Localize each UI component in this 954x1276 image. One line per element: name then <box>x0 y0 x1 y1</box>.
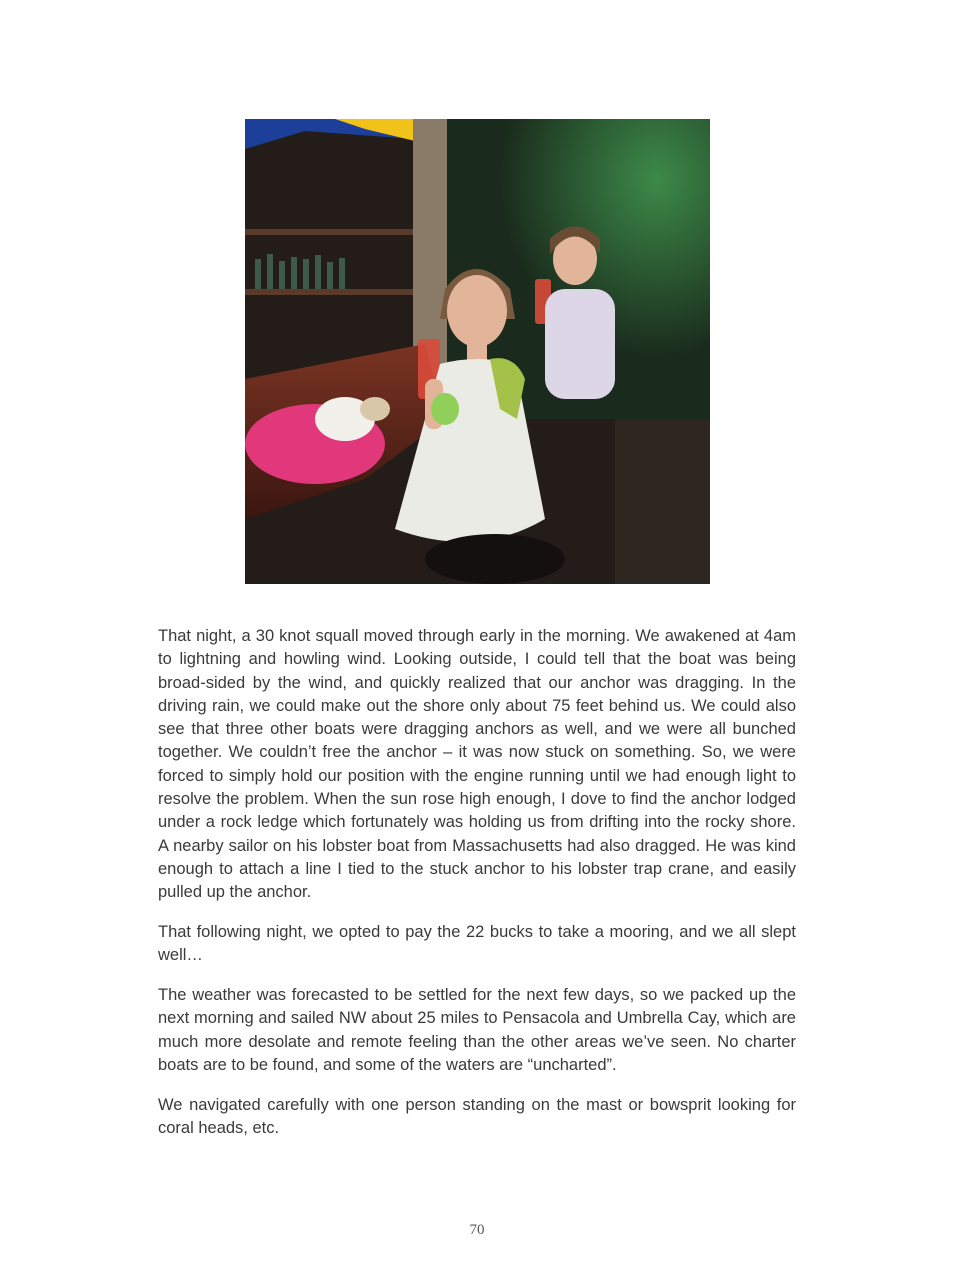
page-number: 70 <box>469 1222 485 1238</box>
paragraph-3: The weather was forecasted to be settled for the next few days, so we packed up the next morning and sailed NW about 25 miles to Pensacola and Umbrella Cay, which are much more desolate and remote feeling than the other areas we’ve seen. No charter boats are to be found, and some of the waters are “uncharted”. <box>158 986 796 1075</box>
body-text <box>158 625 796 1157</box>
paragraph-4: We navigated carefully with one person standing on the mast or bowsprit looking for coral heads, etc. <box>158 1095 796 1138</box>
paragraph-1: That night, a 30 knot squall moved through early in the morning. We awakened at 4am to lightning and howling wind. Looking outside, I could tell that the boat was being broad-sided by the wind, and quickly realized that our anchor was dragging. In the driving rain, we could make out the shore only about 75 feet behind us. We could also see that three other boats were dragging anchors as well, and we were all bunched together. We couldn’t free the anchor – it was now stuck on something. So, we were forced to simply hold our position with the engine running until we had enough light to resolve the problem. When the sun rose high enough, I dove to find the anchor lodged under a rock ledge which fortunately was holding us from drifting into the rocky shore. A nearby sailor on his lobster boat from Massachusetts had also dragged. He was kind enough to attach a line I tied to the stuck anchor to his lobster trap crane, and easily pulled up the anchor. <box>158 627 796 902</box>
photo-girls-at-bar <box>245 119 710 584</box>
paragraph-2: That following night, we opted to pay the 22 bucks to take a mooring, and we all slept well… <box>158 923 796 965</box>
